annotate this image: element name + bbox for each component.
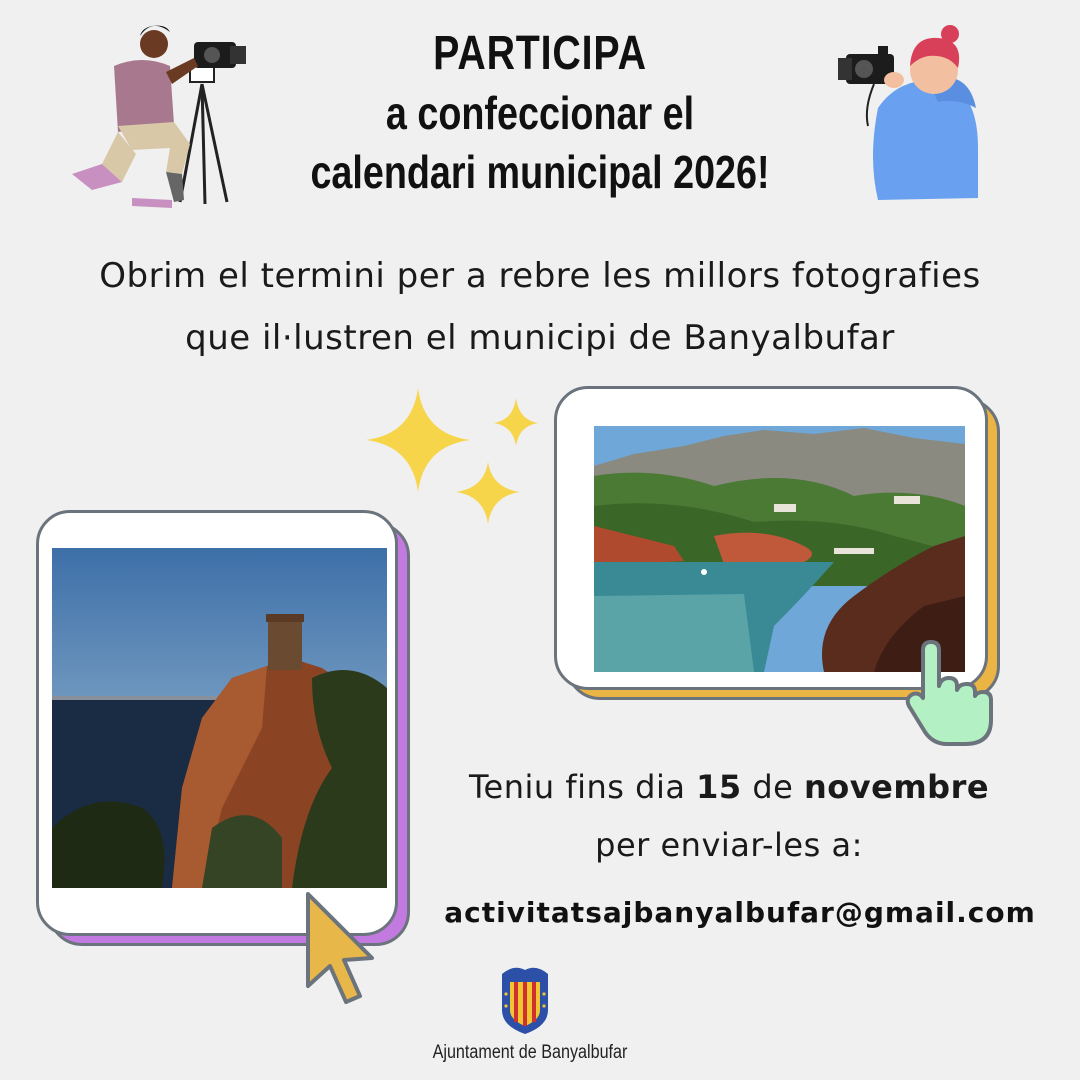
tower-photo xyxy=(52,548,387,888)
arrow-cursor-icon xyxy=(300,888,380,1008)
headline-subtitle: a confeccionar el xyxy=(385,87,695,139)
deadline-line-1 xyxy=(395,768,1063,806)
deadline-day: 15 xyxy=(696,768,742,806)
pointing-hand-icon xyxy=(905,640,995,750)
deadline-prefix: Teniu fins dia xyxy=(468,768,697,806)
deadline-month: novembre xyxy=(804,768,990,806)
contact-email[interactable]: activitatsajbanyalbufar@gmail.com xyxy=(444,896,1036,929)
cove-photo xyxy=(594,426,965,672)
organization-name: Ajuntament de Banyalbufar xyxy=(432,1042,628,1063)
deadline-line-2: per enviar-les a: xyxy=(595,826,863,864)
headline-participa: PARTICIPA xyxy=(433,27,647,80)
coat-of-arms-icon xyxy=(496,964,554,1036)
headline-calendar: calendari municipal 2026! xyxy=(310,146,770,198)
intro-line-1: Obrim el termini per a rebre les millors fotografies xyxy=(99,256,981,296)
intro-line-2: que il·lustren el municipi de Banyalbufar xyxy=(185,318,895,358)
deadline-middle: de xyxy=(741,768,804,806)
sparkle-icon xyxy=(362,378,542,538)
